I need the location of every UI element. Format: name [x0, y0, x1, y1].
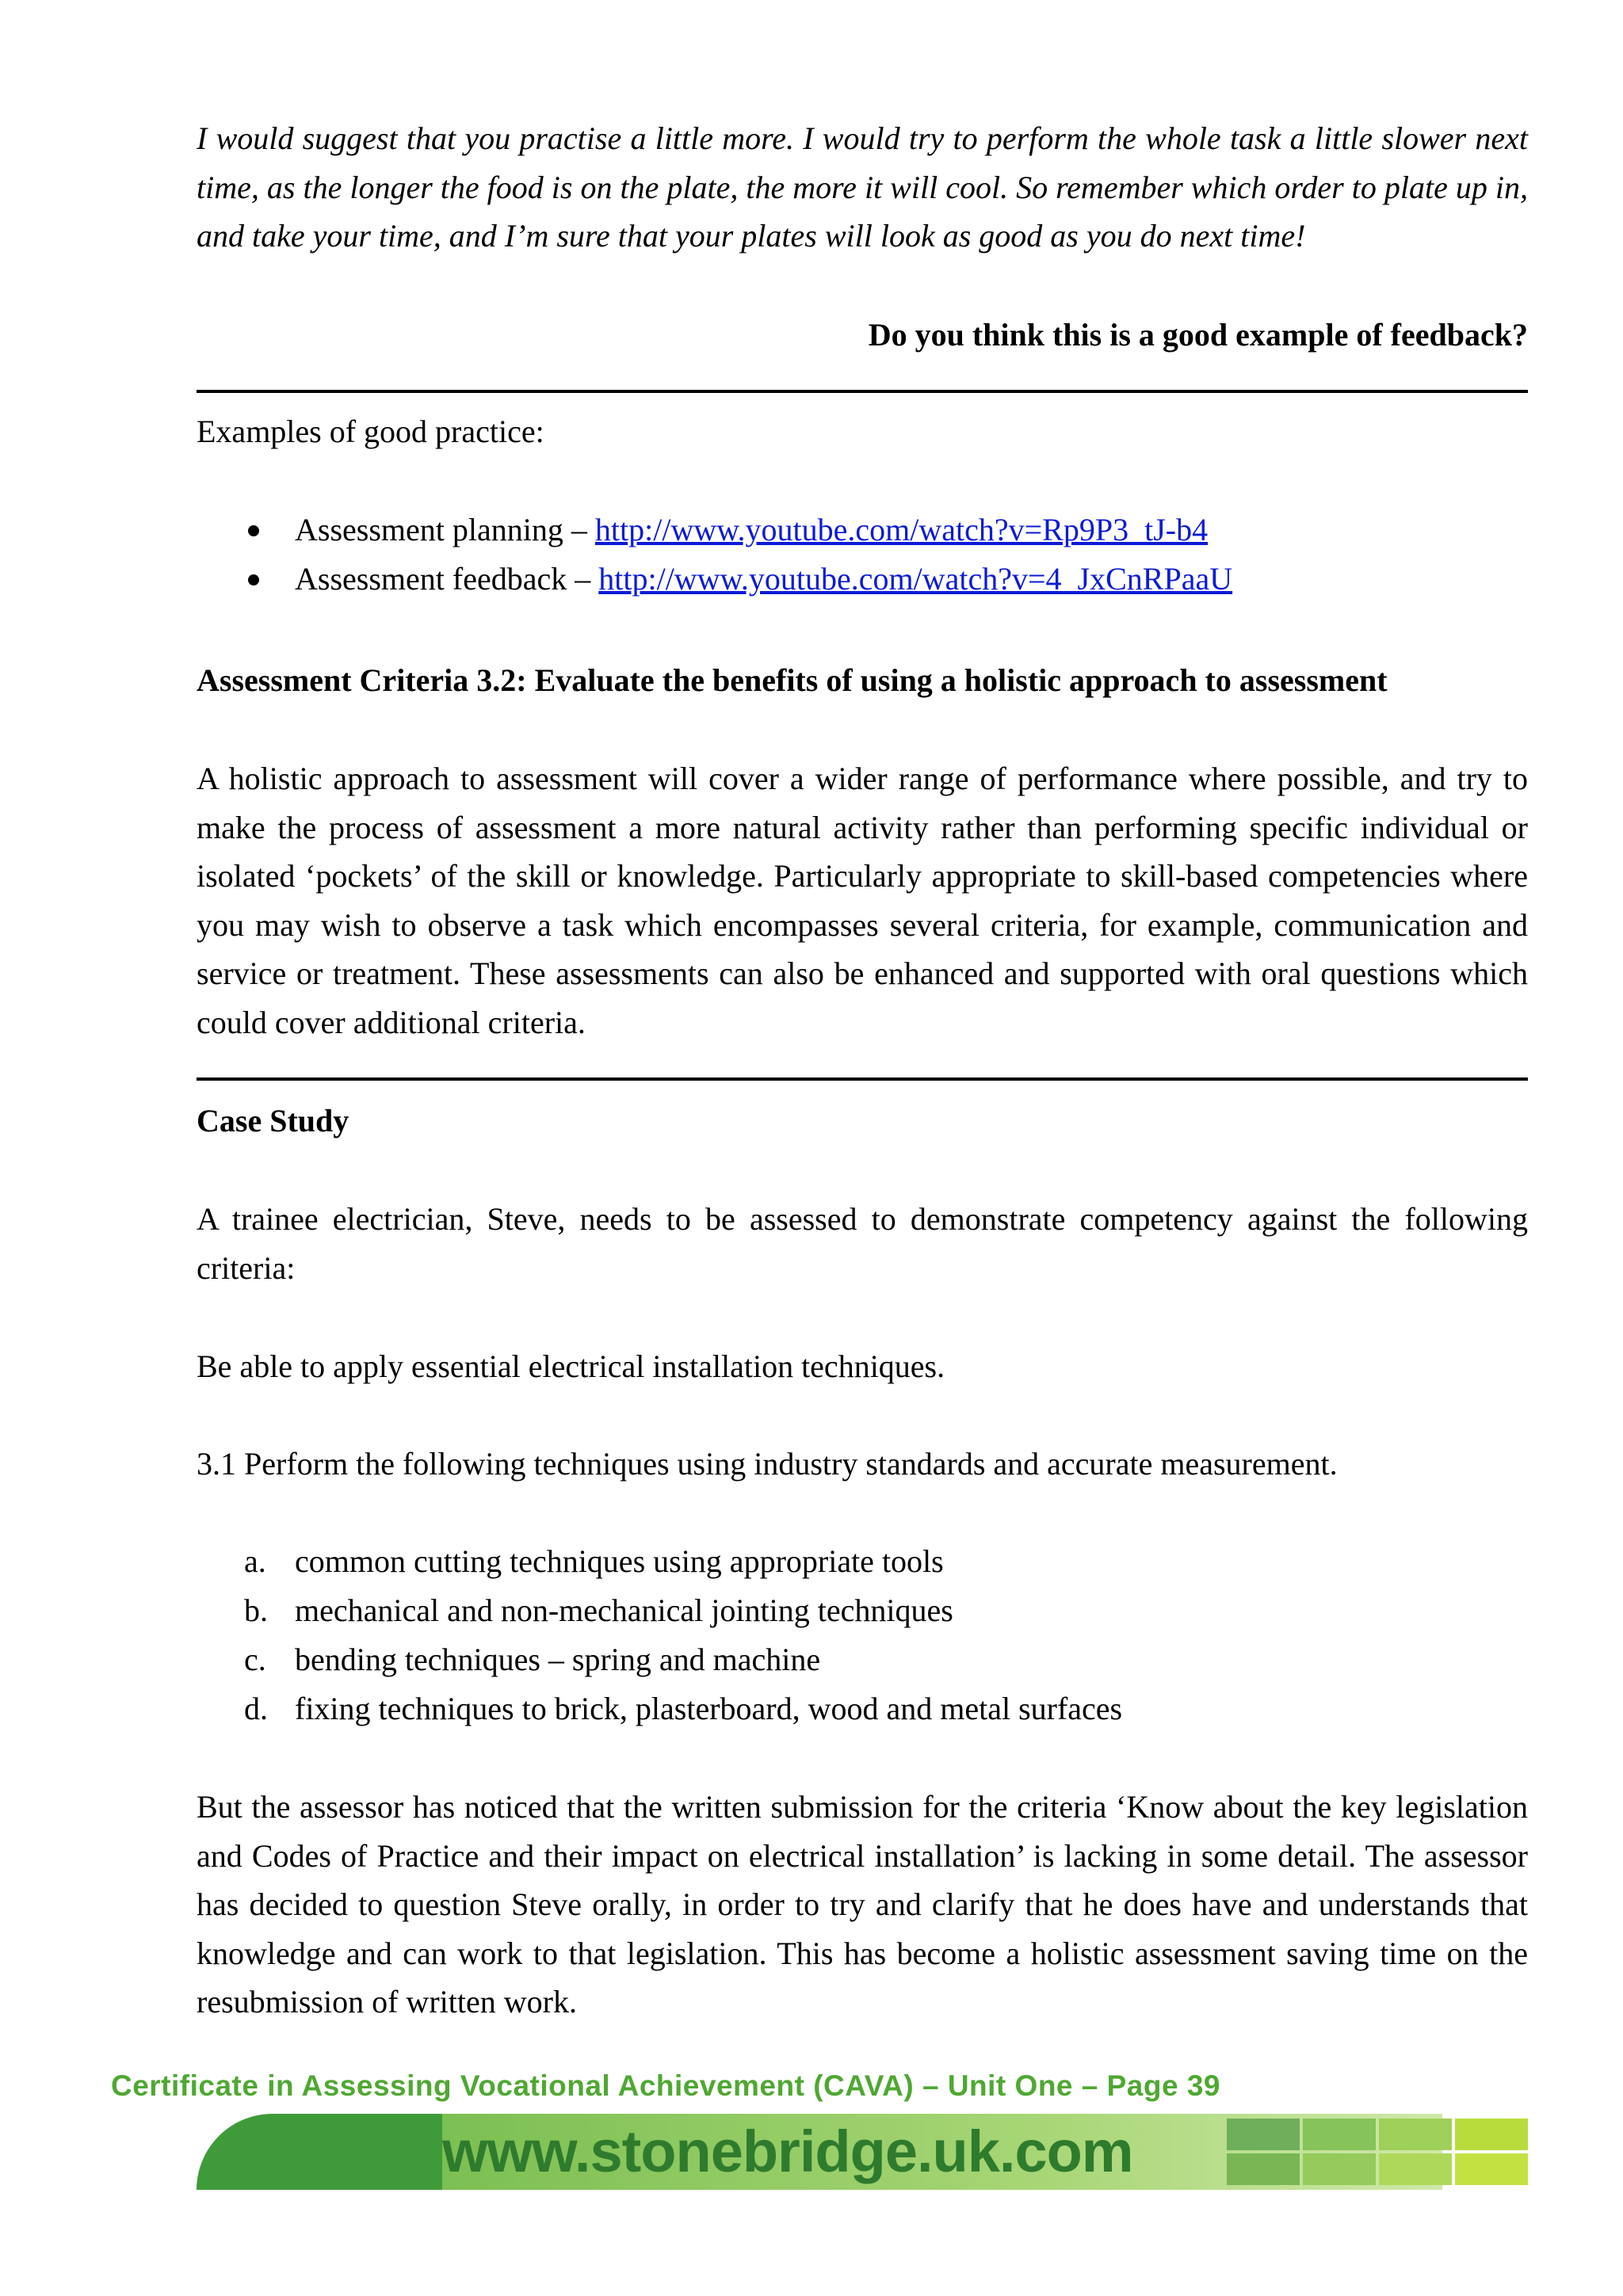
divider: [197, 1077, 1528, 1081]
tile: [1303, 2153, 1376, 2185]
bullet-icon: [248, 525, 259, 536]
examples-list: [197, 505, 1528, 604]
case-study-intro: A trainee electrician, Steve, needs to be assessed to demonstrate competency against the following criteria:: [197, 1201, 1528, 1286]
case-study-objective: Be able to apply essential electrical installation techniques.: [197, 1348, 945, 1384]
tile: [1455, 2119, 1528, 2150]
technique-list: [197, 1537, 1528, 1733]
list-marker: d.: [244, 1691, 268, 1726]
tile: [1379, 2119, 1452, 2150]
list-marker: a.: [244, 1543, 266, 1579]
list-item: [197, 1537, 1528, 1586]
list-marker: c.: [244, 1642, 266, 1677]
list-item: [197, 555, 1528, 604]
list-item: [197, 505, 1528, 555]
footer-banner: [197, 2114, 1528, 2190]
case-study-conclusion: But the assessor has noticed that the written submission for the criteria ‘Know about the key legislation and Codes of Practice and their impact on electrical installation’ is lacking in some detail. The assessor has decided to question Steve orally, in order to try and clarify that he does have and understands that knowledge and can work to that legislation. This has become a holistic assessment saving time on the resubmission of written work.: [197, 1789, 1528, 2019]
criteria-heading: Assessment Criteria 3.2: Evaluate the benefits of using a holistic approach to assessment: [197, 662, 1388, 698]
tile: [1303, 2119, 1376, 2150]
footer-title: Certificate in Assessing Vocational Achievement (CAVA) – Unit One – Page 39: [110, 2069, 1221, 2102]
criteria-body: A holistic approach to assessment will cover a wider range of performance where possible, and try to make the process of assessment a more natural activity rather than performing specific individual or isolated ‘pockets’ of the skill or knowledge. Particularly appropriate to skill-based competencies where you may wish to observe a task which encompasses several criteria, for example, communication and service or treatment. These assessments can also be enhanced and supported with oral questions which could cover additional criteria.: [197, 761, 1528, 1040]
youtube-link-feedback[interactable]: http://www.youtube.com/watch?v=4_JxCnRPaaU: [598, 561, 1233, 597]
banner-tiles: [1227, 2119, 1528, 2185]
tile: [1227, 2119, 1300, 2150]
feedback-question: Do you think this is a good example of feedback?: [868, 317, 1528, 353]
list-item: [197, 1684, 1528, 1733]
case-study-task: 3.1 Perform the following techniques using industry standards and accurate measurement.: [197, 1446, 1338, 1482]
case-study-heading: Case Study: [197, 1103, 349, 1138]
list-item: [197, 1635, 1528, 1684]
tile: [1379, 2153, 1452, 2185]
banner-swoosh: [197, 2114, 442, 2190]
tile: [1227, 2153, 1300, 2185]
website-link[interactable]: www.stonebridge.uk.com: [442, 2119, 1133, 2184]
feedback-quote: I would suggest that you practise a little more. I would try to perform the whole task a little slower next time, as the longer the food is on the plate, the more it will cool. So remember which order to plate up in, and take your time, and I’m sure that your plates will look as good as you do next time!: [197, 120, 1528, 254]
bullet-icon: [248, 574, 259, 585]
list-item-text: bending techniques – spring and machine: [295, 1642, 821, 1677]
divider: [197, 390, 1528, 393]
list-item-text: fixing techniques to brick, plasterboard, wood and metal surfaces: [295, 1691, 1123, 1726]
list-item: [197, 1586, 1528, 1635]
tile: [1455, 2153, 1528, 2185]
youtube-link-planning[interactable]: http://www.youtube.com/watch?v=Rp9P3_tJ-b4: [594, 512, 1209, 547]
list-item-text: mechanical and non-mechanical jointing techniques: [295, 1592, 953, 1628]
list-marker: b.: [244, 1592, 268, 1628]
examples-heading: Examples of good practice:: [197, 414, 544, 449]
list-item-text: common cutting techniques using appropriate tools: [295, 1543, 944, 1579]
example-label: Assessment planning –: [295, 512, 595, 547]
example-label: Assessment feedback –: [295, 561, 599, 597]
